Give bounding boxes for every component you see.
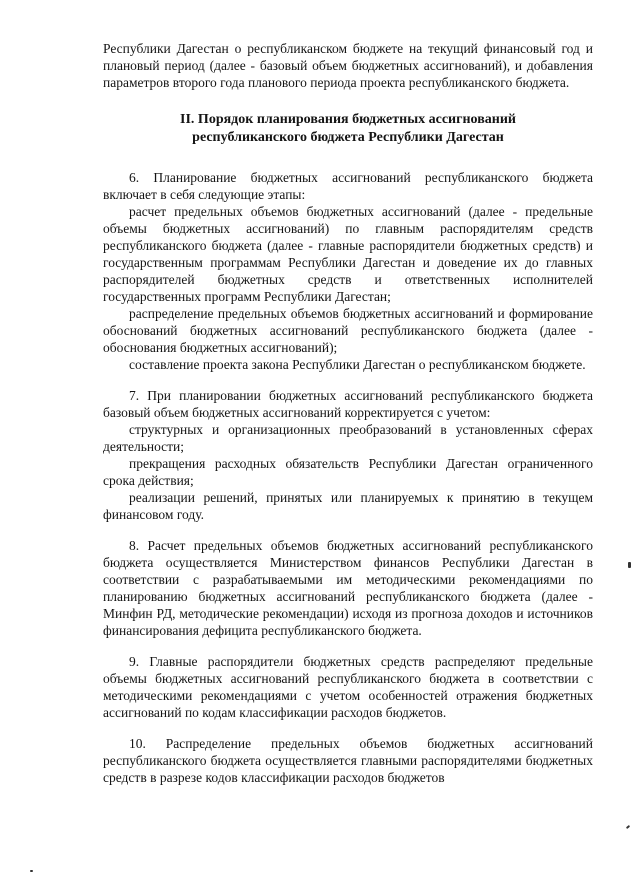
paragraph-6-item-2: распределение предельных объемов бюджетных ассигнований и формирование обоснований бюджетных ассигнований республиканского бюджета (далее - обоснования бюджетных ассигнований); bbox=[103, 306, 593, 355]
paragraph-9: 9. Главные распорядители бюджетных средств распределяют предельные объемы бюджетных ассигнований республиканского бюджета в соответствии с методическими рекомендациями с учетом особенностей отражения бюджетных ассигнований по кодам классификации расходов бюджетов. bbox=[103, 654, 593, 720]
paragraph-7-item-1: структурных и организационных преобразований в установленных сферах деятельности; bbox=[103, 422, 593, 454]
scan-speck bbox=[30, 870, 33, 872]
paragraph-6-item-1: расчет предельных объемов бюджетных ассигнований (далее - предельные объемы бюджетных ассигнований) по главным распорядителям средств республиканского бюджета (далее - главные распорядители бюджетных средств) и государственным программам Республики Дагестан и доведение их до главных распорядителей бюджетных средств и ответственных исполнителей государственных программ Республики Дагестан; bbox=[103, 204, 593, 304]
scan-speck bbox=[626, 825, 630, 829]
section-heading-line-2: республиканского бюджета Республики Дагестан bbox=[192, 130, 504, 145]
intro-paragraph: Республики Дагестан о республиканском бюджете на текущий финансовый год и плановый период (далее - базовый объем бюджетных ассигнований), и добавления параметров второго года планового периода проекта республиканского бюджета. bbox=[103, 41, 593, 90]
paragraph-6: 6. Планирование бюджетных ассигнований республиканского бюджета включает в себя следующие этапы: bbox=[103, 170, 593, 202]
document-body bbox=[103, 40, 593, 786]
paragraph-6-item-3: составление проекта закона Республики Дагестан о республиканском бюджете. bbox=[129, 357, 586, 372]
section-heading bbox=[103, 111, 593, 147]
paragraph-7-item-2: прекращения расходных обязательств Республики Дагестан ограниченного срока действия; bbox=[103, 456, 593, 488]
scan-speck bbox=[628, 562, 631, 568]
paragraph-7: 7. При планировании бюджетных ассигнований республиканского бюджета базовый объем бюджетных ассигнований корректируется с учетом: bbox=[103, 388, 593, 420]
paragraph-10: 10. Распределение предельных объемов бюджетных ассигнований республиканского бюджета осуществляется главными распорядителями бюджетных средств в разрезе кодов классификации расходов бюджетов bbox=[103, 736, 593, 785]
paragraph-8: 8. Расчет предельных объемов бюджетных ассигнований республиканского бюджета осуществляется Министерством финансов Республики Дагестан в соответствии с разрабатываемыми им методическими рекомендациями по планированию бюджетных ассигнований республиканского бюджета (далее - Минфин РД, методические рекомендации) исходя из прогноза доходов и источников финансирования дефицита республиканского бюджета. bbox=[103, 538, 593, 638]
section-heading-line-1: II. Порядок планирования бюджетных ассигнований bbox=[180, 112, 516, 127]
paragraph-7-item-3: реализации решений, принятых или планируемых к принятию в текущем финансовом году. bbox=[103, 490, 593, 522]
